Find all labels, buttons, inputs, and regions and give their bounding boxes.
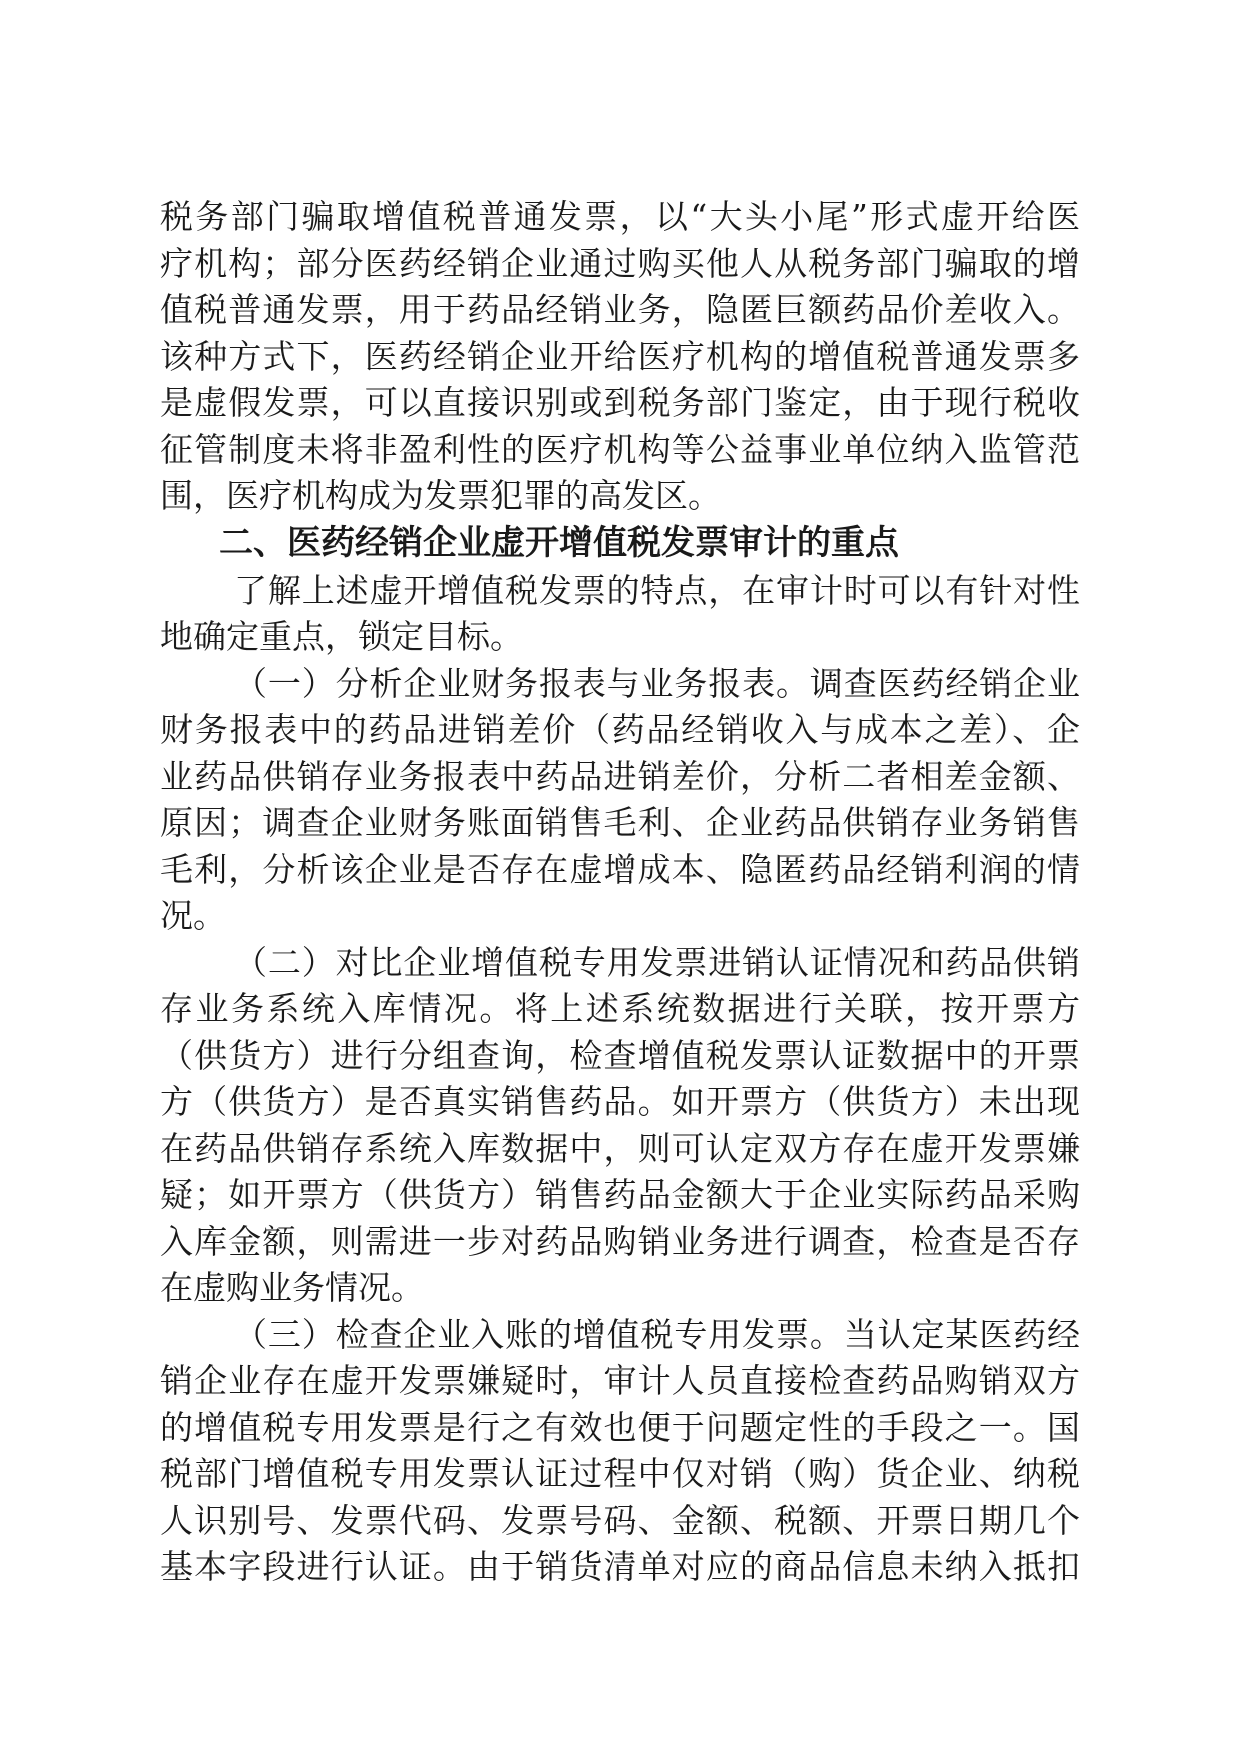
text-line: 人识别号、发票代码、发票号码、金额、税额、开票日期几个 [160,1501,1080,1540]
text-line: 在药品供销存系统入库数据中，则可认定双方存在虚开发票嫌 [160,1129,1080,1168]
text-line: 地确定重点，锁定目标。 [160,617,523,656]
text-line: 疗机构；部分医药经销企业通过购买他人从税务部门骗取的增 [160,244,1080,283]
text-line: 该种方式下，医药经销企业开给医疗机构的增值税普通发票多 [160,337,1080,376]
text-line: 入库金额，则需进一步对药品购销业务进行调查，检查是否存 [160,1222,1080,1261]
text-line: 的增值税专用发票是行之有效也便于问题定性的手段之一。国 [160,1408,1080,1447]
text-line: 税务部门骗取增值税普通发票，以“大头小尾”形式虚开给医 [160,197,1080,236]
text-line: 在虚购业务情况。 [160,1268,424,1307]
subsection-line: （三）检查企业入账的增值税专用发票。当认定某医药经 [234,1315,1080,1354]
text-line: 原因；调查企业财务账面销售毛利、企业药品供销存业务销售 [160,803,1080,842]
text-line: 方（供货方）是否真实销售药品。如开票方（供货方）未出现 [160,1082,1080,1121]
text-line: 值税普通发票，用于药品经销业务，隐匿巨额药品价差收入。 [160,290,1080,329]
text-line: 基本字段进行认证。由于销货清单对应的商品信息未纳入抵扣 [160,1547,1080,1586]
text-line: 销企业存在虚开发票嫌疑时，审计人员直接检查药品购销双方 [160,1361,1080,1400]
text-line: 业药品供销存业务报表中药品进销差价，分析二者相差金额、 [160,757,1080,796]
text-line: 毛利，分析该企业是否存在虚增成本、隐匿药品经销利润的情 [160,850,1080,889]
text-line: 征管制度未将非盈利性的医疗机构等公益事业单位纳入监管范 [160,430,1080,469]
text-line: （供货方）进行分组查询，检查增值税发票认证数据中的开票 [160,1036,1080,1075]
text-line: 围，医疗机构成为发票犯罪的高发区。 [160,476,721,515]
text-line: 是虚假发票，可以直接识别或到税务部门鉴定，由于现行税收 [160,383,1080,422]
text-line: 财务报表中的药品进销差价（药品经销收入与成本之差）、企 [160,710,1080,749]
text-line: 税部门增值税专用发票认证过程中仅对销（购）货企业、纳税 [160,1454,1080,1493]
text-line: 存业务系统入库情况。将上述系统数据进行关联，按开票方 [160,989,1080,1028]
subsection-line: （二）对比企业增值税专用发票进销认证情况和药品供销 [234,943,1080,982]
text-line: 了解上述虚开增值税发票的特点，在审计时可以有针对性 [234,571,1080,610]
text-line: 况。 [160,896,226,935]
subsection-line: （一）分析企业财务报表与业务报表。调查医药经销企业 [234,664,1080,703]
text-line: 疑；如开票方（供货方）销售药品金额大于企业实际药品采购 [160,1175,1080,1214]
section-heading: 二、医药经销企业虚开增值税发票审计的重点 [219,523,899,563]
